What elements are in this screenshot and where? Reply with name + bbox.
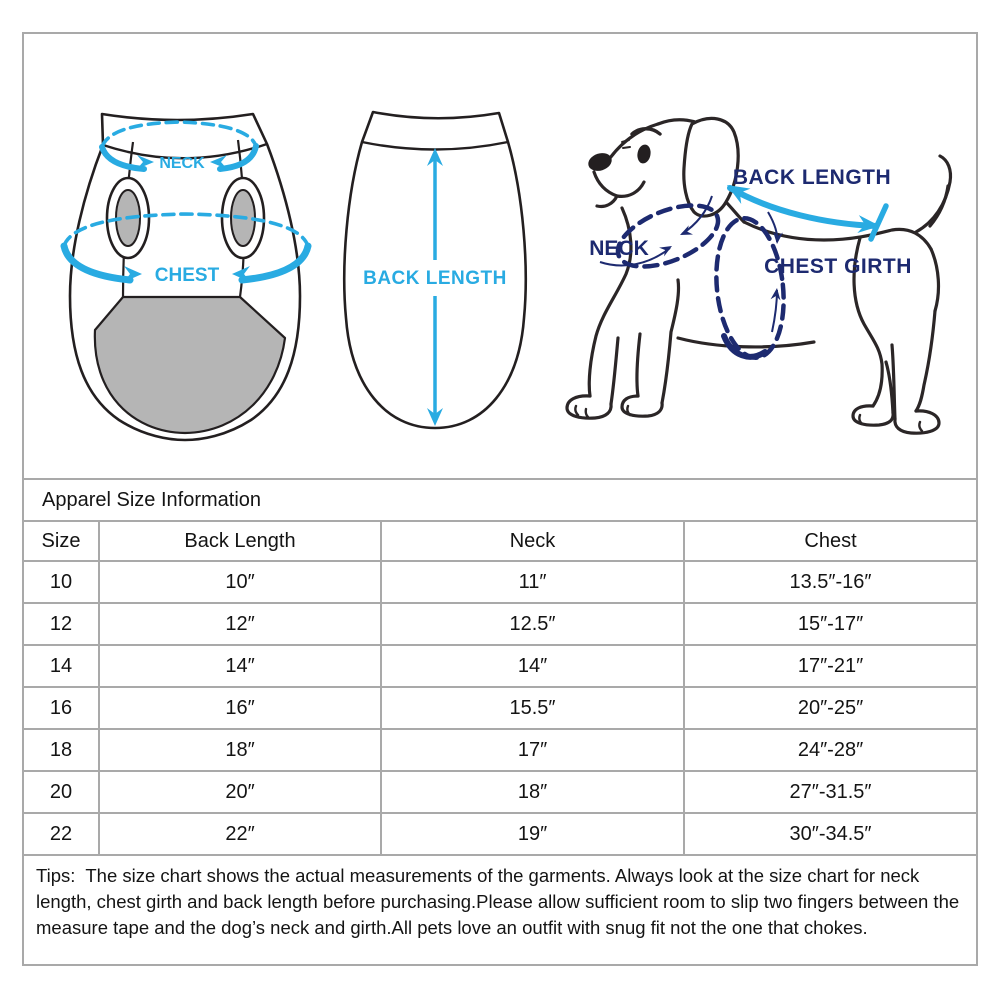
table-row [24,602,976,644]
cell-back-length: 16″ [98,688,380,728]
dog-back-length-label: BACK LENGTH [732,166,892,189]
cell-back-length: 14″ [98,646,380,686]
cell-chest: 17″-21″ [683,646,976,686]
tips-box [22,854,978,966]
garment-front-view [64,114,308,440]
dog-measure-overlays [589,166,912,361]
cell-chest: 30″-34.5″ [683,814,976,854]
table-row [24,812,976,854]
cell-neck: 19″ [380,814,683,854]
cell-size: 12 [49,612,73,635]
table-title: Apparel Size Information [42,488,262,511]
dog-nose [586,150,614,174]
front-neck-label: NECK [159,155,205,172]
tips-text: The size chart shows the actual measurements of the garments. Always look at the size chart for neck length, chest girth and back length before purchasing.Please allow sufficient room to slip two fingers between the measure tape and the dog’s neck and girth.All pets love an outfit with snug fit not the one that chokes. [36,865,960,938]
cell-neck: 17″ [380,730,683,770]
cell-neck: 18″ [380,772,683,812]
dog-chest-girth-label: CHEST GIRTH [764,255,912,278]
col-header-back-length: Back Length [98,522,380,560]
table-row [24,770,976,812]
cell-chest: 27″-31.5″ [683,772,976,812]
table-row [24,560,976,602]
cell-back-length: 10″ [98,562,380,602]
cell-size: 18 [49,738,73,761]
table-row [24,728,976,770]
cell-neck: 14″ [380,646,683,686]
measure-diagram-panel [22,32,978,478]
cell-size: 22 [49,822,73,845]
cell-chest: 20″-25″ [683,688,976,728]
dog-eye [636,144,652,165]
cell-chest: 24″-28″ [683,730,976,770]
garment-back-view [344,112,525,428]
cell-neck: 15.5″ [380,688,683,728]
col-header-size: Size [41,529,81,552]
cell-chest: 13.5″-16″ [683,562,976,602]
front-chest-label: CHEST [154,265,220,286]
back-garment-length-label: BACK LENGTH [363,268,507,289]
cell-back-length: 18″ [98,730,380,770]
measure-diagram-svg [24,34,976,476]
dog-neck-label: NECK [589,237,649,260]
table-title-row [24,480,976,520]
cell-back-length: 22″ [98,814,380,854]
cell-back-length: 12″ [98,604,380,644]
cell-neck: 12.5″ [380,604,683,644]
table-row [24,686,976,728]
tips-label: Tips: [36,865,76,886]
cell-back-length: 20″ [98,772,380,812]
table-row [24,644,976,686]
col-header-chest: Chest [683,522,976,560]
apparel-size-table [22,478,978,856]
cell-size: 20 [49,780,73,803]
cell-size: 14 [49,654,73,677]
cell-chest: 15″-17″ [683,604,976,644]
cell-neck: 11″ [380,562,683,602]
cell-size: 10 [49,570,73,593]
col-header-neck: Neck [380,522,683,560]
cell-size: 16 [49,696,73,719]
table-header-row [24,520,976,560]
